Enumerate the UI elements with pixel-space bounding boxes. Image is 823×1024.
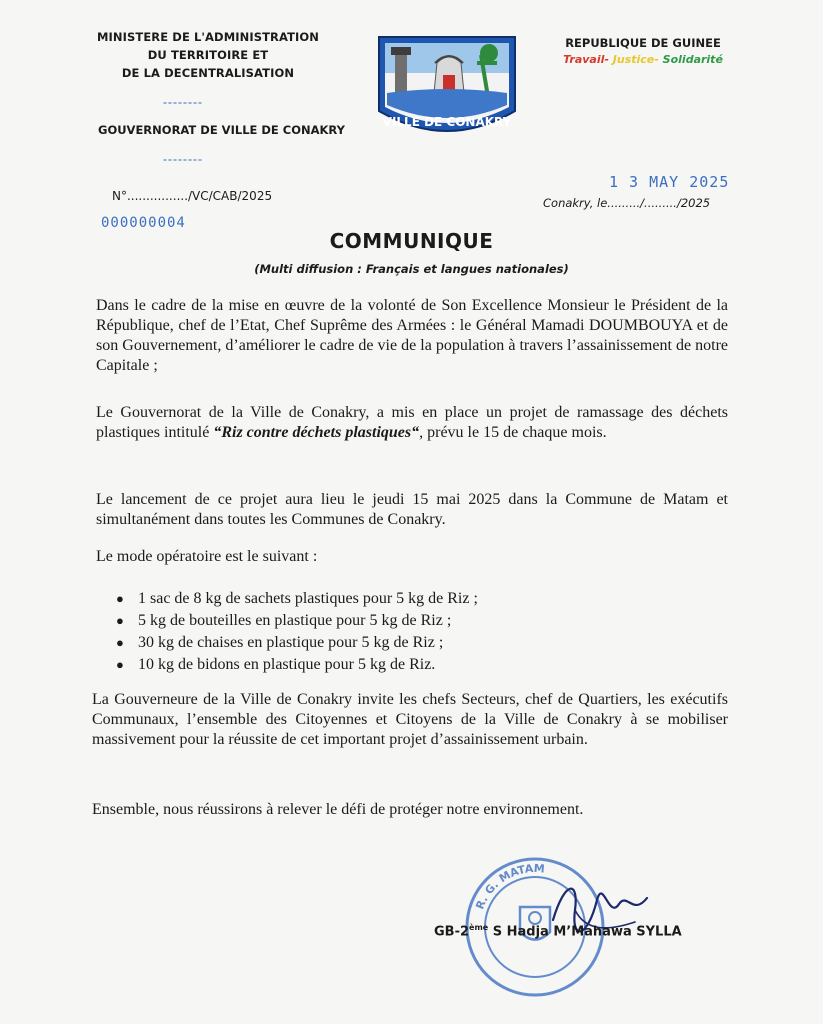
ministry-line-3: DE LA DECENTRALISATION bbox=[121, 66, 295, 80]
date-stamp: 1 3 MAY 2025 bbox=[609, 173, 730, 191]
project-name: “Riz contre déchets plastiques“ bbox=[213, 424, 420, 441]
paragraph-project-text-a: Le Gouvernorat de la Ville de Conakry, a mis en place un projet de ramassage des déchets plastiques intitulé bbox=[96, 404, 728, 441]
paragraph-project-text-b: , prévu le 15 de chaque mois. bbox=[419, 424, 607, 441]
ville-de-conakry-logo bbox=[373, 33, 521, 147]
list-item-text: 5 kg de bouteilles en plastique pour 5 kg de Riz ; bbox=[138, 612, 452, 629]
paragraph-mode: Le mode opératoire est le suivant : bbox=[96, 548, 318, 565]
paragraph-invitation: La Gouverneure de la Ville de Conakry invite les chefs Secteurs, chef de Quartiers, les exécutifs Communaux, l’ensemble des Citoyennes et Citoyens de la Ville de Conakry à se mobiliser massivement pour la réussite de cet important projet d’assainissement urbain. bbox=[92, 691, 728, 748]
list-item bbox=[116, 610, 478, 632]
motto-solidarite: Solidarité bbox=[662, 53, 723, 66]
signatory-prefix: GB-2 bbox=[434, 924, 470, 940]
logo-text: VILLE DE CONAKRY bbox=[382, 115, 512, 129]
paragraph-launch: Le lancement de ce projet aura lieu le jeudi 15 mai 2025 dans la Commune de Matam et simultanément dans toutes les Communes de Conakry. bbox=[96, 491, 728, 528]
list-item bbox=[116, 632, 478, 654]
list-item bbox=[116, 654, 478, 676]
registration-stamp: 000000004 bbox=[101, 215, 186, 231]
republic-header bbox=[548, 36, 738, 66]
ministry-line-1: MINISTERE DE L'ADMINISTRATION bbox=[96, 30, 320, 44]
list-item bbox=[116, 588, 478, 610]
bullet-icon: ● bbox=[116, 613, 124, 628]
gouvernorat-label: GOUVERNORAT DE VILLE DE CONAKRY bbox=[98, 123, 345, 137]
exchange-list bbox=[116, 588, 478, 676]
republic-label: REPUBLIQUE DE GUINEE bbox=[565, 36, 721, 50]
date-line: Conakry, le........./........./2025 bbox=[543, 196, 711, 210]
ministry-line-2: DU TERRITOIRE ET bbox=[147, 48, 269, 62]
ministry-header bbox=[90, 28, 326, 82]
list-item-text: 10 kg de bidons en plastique pour 5 kg de Riz. bbox=[138, 656, 436, 673]
separator-dashes-2: -------- bbox=[163, 152, 203, 166]
paragraph-project bbox=[96, 403, 728, 443]
paragraph-context: Dans le cadre de la mise en œuvre de la volonté de Son Excellence Monsieur le Président de la République, chef de l’Etat, Chef Suprême des Armées : le Général Mamadi DOUMBOUYA et de son Gouvernement, d’améliorer le cadre de vie de la population à travers l’assainissement de notre Capitale ; bbox=[96, 297, 728, 374]
bullet-icon: ● bbox=[116, 591, 124, 606]
motto-justice: Justice- bbox=[612, 53, 659, 66]
document-title: COMMUNIQUE bbox=[329, 229, 494, 253]
signatory-name bbox=[434, 923, 682, 939]
national-motto bbox=[548, 53, 738, 66]
list-item-text: 30 kg de chaises en plastique pour 5 kg de Riz ; bbox=[138, 634, 444, 651]
signatory-full-name: S Hadja M’Mahawa SYLLA bbox=[488, 924, 682, 940]
paragraph-closing: Ensemble, nous réussirons à relever le défi de protéger notre environnement. bbox=[92, 801, 584, 818]
separator-dashes-1: -------- bbox=[163, 95, 203, 109]
list-item-text: 1 sac de 8 kg de sachets plastiques pour 5 kg de Riz ; bbox=[138, 590, 478, 607]
svg-text:R. G. MATAM: R. G. MATAM bbox=[473, 861, 546, 912]
bullet-icon: ● bbox=[116, 635, 124, 650]
reference-number: N°................/VC/CAB/2025 bbox=[112, 189, 273, 203]
signatory-sup: ème bbox=[469, 923, 489, 932]
document-subtitle: (Multi diffusion : Français et langues nationales) bbox=[254, 262, 569, 276]
motto-travail: Travail- bbox=[563, 53, 609, 66]
bullet-icon: ● bbox=[116, 657, 124, 672]
